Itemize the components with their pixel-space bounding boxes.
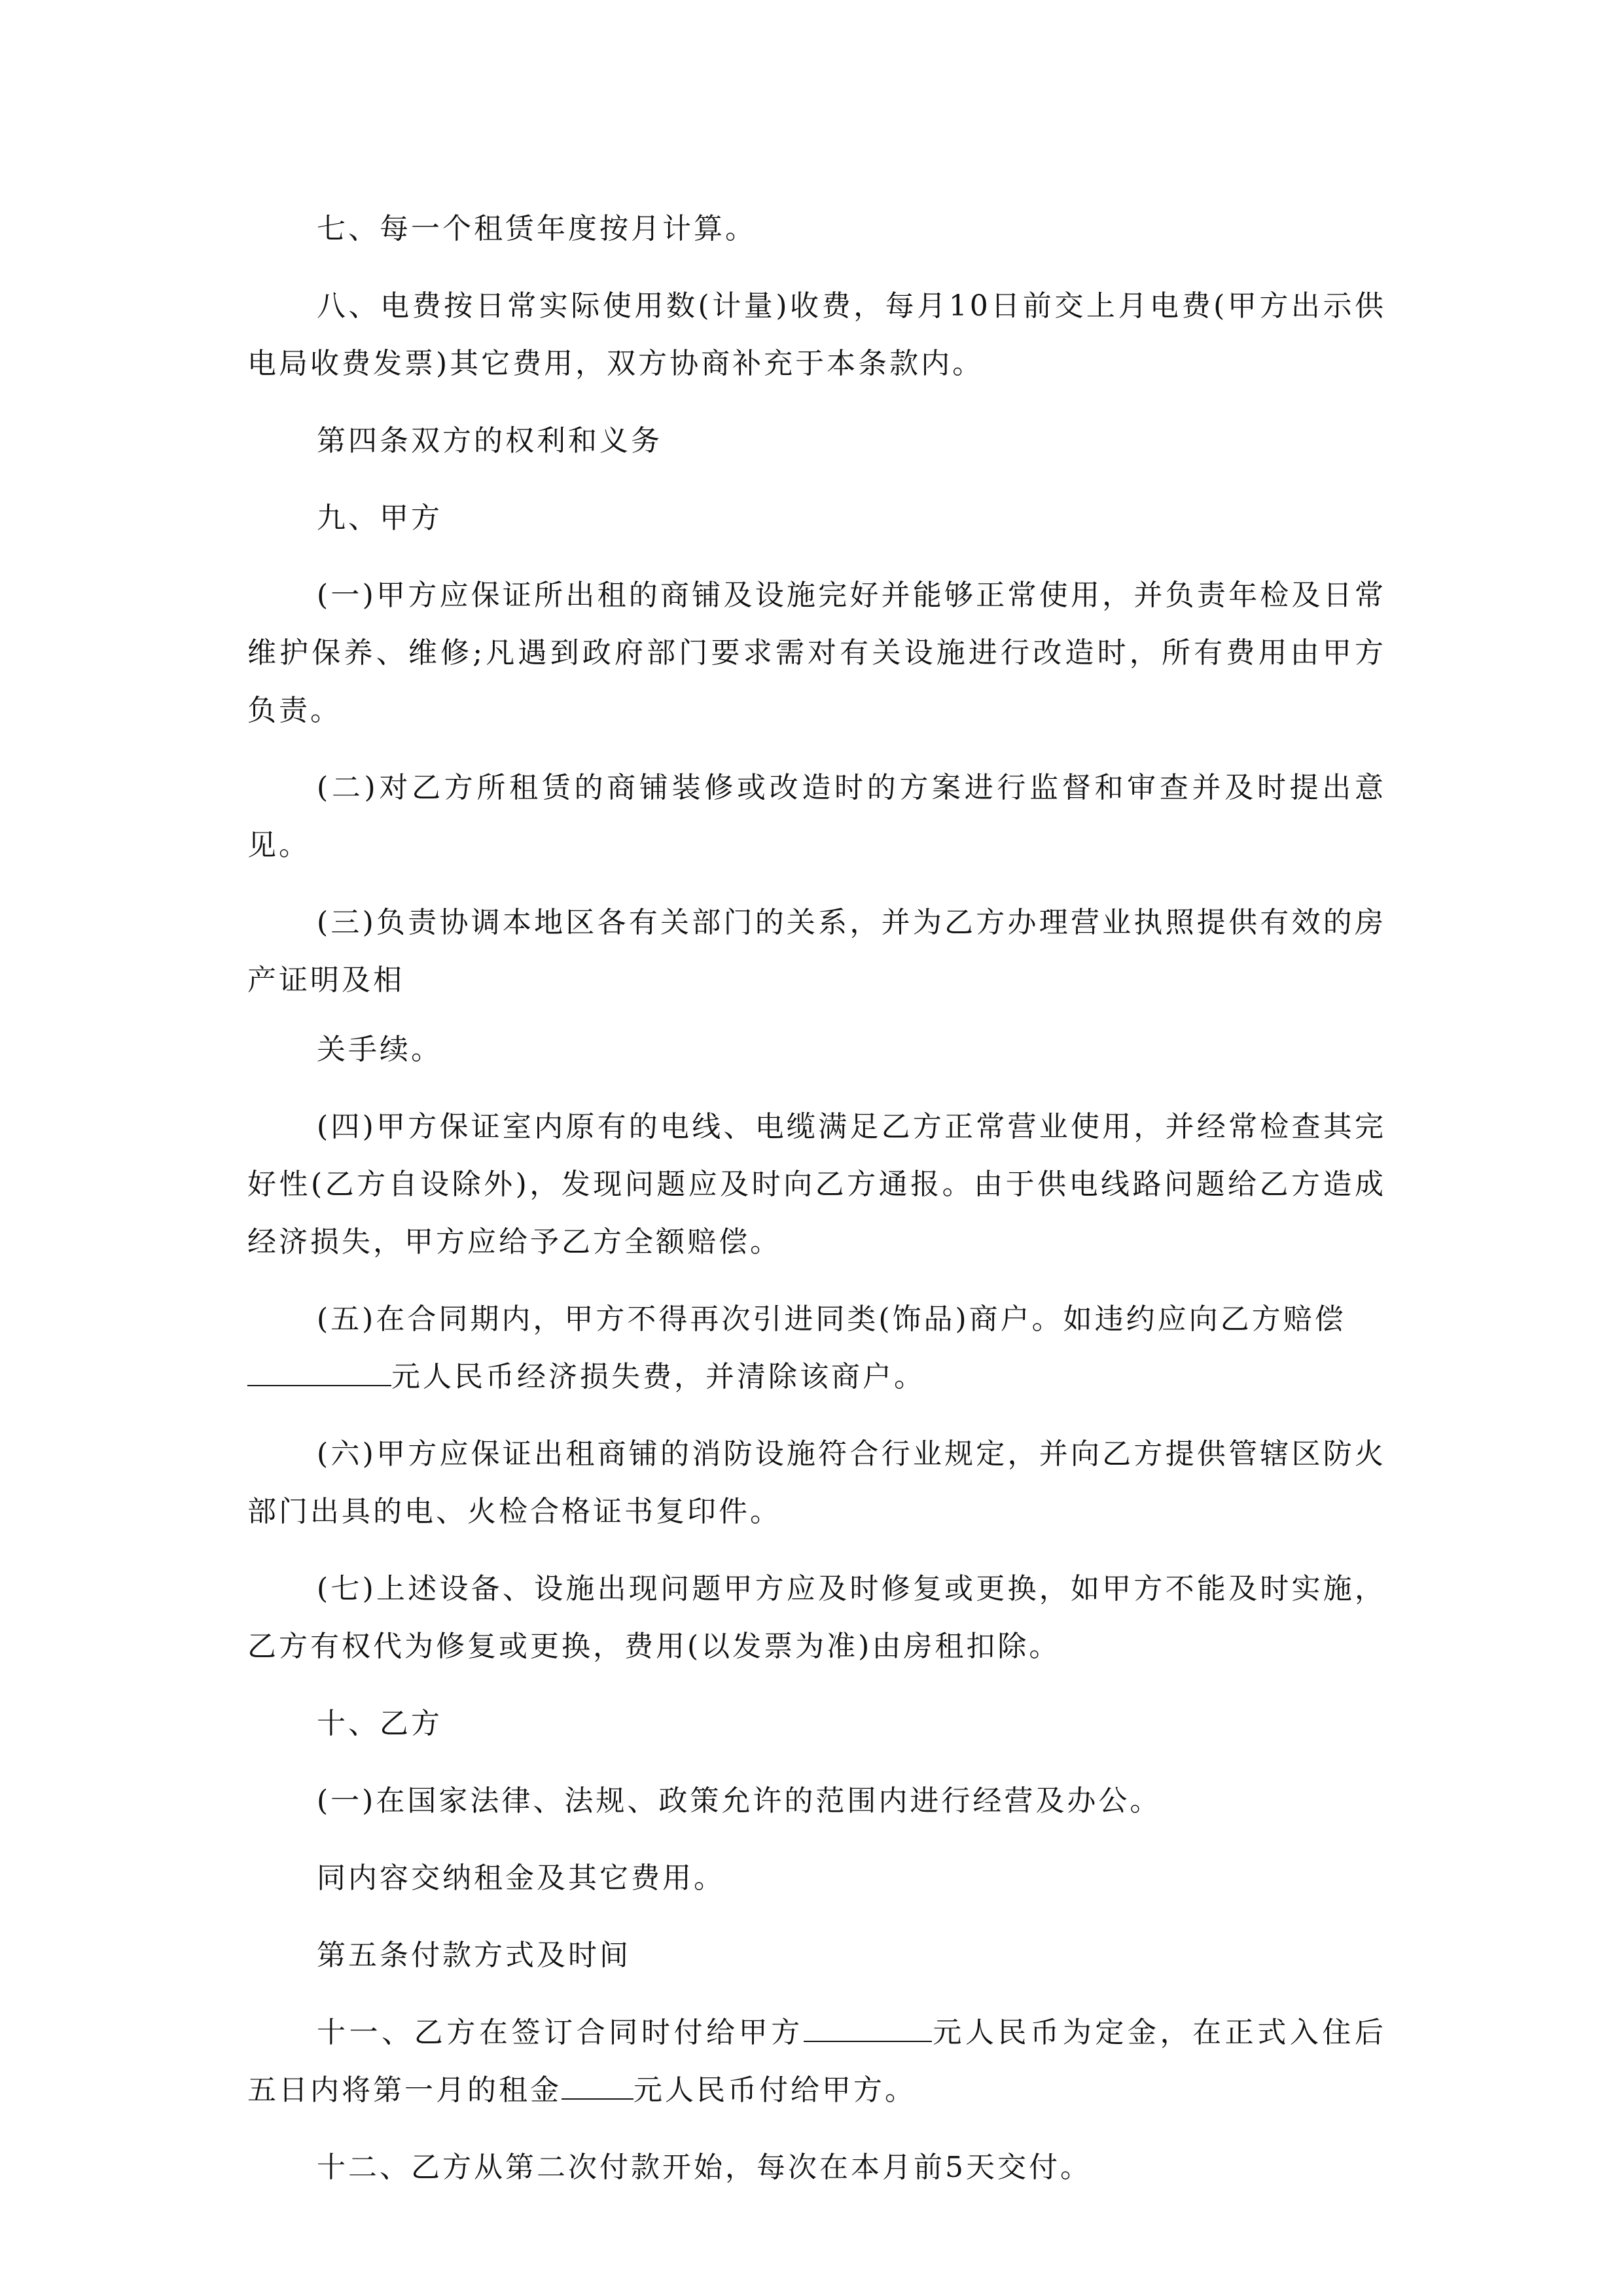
clause-10-party-b: 十、乙方 [317, 1707, 442, 1740]
article-4-heading: 第四条双方的权利和义务 [317, 424, 662, 457]
party-a-item-3-continued: 关手续。 [317, 1033, 442, 1066]
clause-11-lead: 十一、乙方在签订合同时付给甲方 [317, 2016, 804, 2049]
party-a-item-5-text: (五)在合同期内，甲方不得再次引进同类(饰品)商户。如违约应向乙方赔偿 [317, 1302, 1346, 1336]
clause-11-middle: 元人民币为定金，在正式入住后五日内将第一月的租金 [247, 2016, 1387, 2107]
clause-8-electricity-fee: 八、电费按日常实际使用数(计量)收费，每月10日前交上月电费(甲方出示供电局收费发票)其它费用，双方协商补充于本条款内。 [247, 289, 1386, 380]
compensation-amount-blank[interactable] [247, 1350, 391, 1386]
party-a-item-4: (四)甲方保证室内原有的电线、电缆满足乙方正常营业使用，并经常检查其完好性(乙方自设除外)，发现问题应及时向乙方通报。由于供电线路问题给乙方造成经济损失，甲方应给予乙方全额赔偿。 [247, 1110, 1386, 1259]
clause-11-deposit [247, 2004, 1386, 2119]
party-a-item-5 [247, 1291, 1386, 1406]
party-b-rent-payment: 同内容交纳租金及其它费用。 [317, 1861, 725, 1895]
party-a-item-6: (六)甲方应保证出租商铺的消防设施符合行业规定，并向乙方提供管辖区防火部门出具的电、火检合格证书复印件。 [247, 1437, 1386, 1528]
party-a-item-2: (二)对乙方所租赁的商铺装修或改造时的方案进行监督和审查并及时提出意见。 [247, 771, 1386, 862]
party-a-item-5-tail: 元人民币经济损失费，并清除该商户。 [391, 1360, 925, 1393]
party-b-item-1: (一)在国家法律、法规、政策允许的范围内进行经营及办公。 [317, 1784, 1162, 1818]
clause-7-monthly-calculation: 七、每一个租赁年度按月计算。 [317, 212, 757, 245]
first-month-rent-blank[interactable] [562, 2063, 633, 2100]
party-a-item-3: (三)负责协调本地区各有关部门的关系，并为乙方办理营业执照提供有效的房产证明及相 [247, 906, 1386, 997]
clause-11-tail: 元人民币付给甲方。 [633, 2073, 916, 2107]
article-5-heading: 第五条付款方式及时间 [317, 1939, 631, 1972]
clause-9-party-a: 九、甲方 [317, 501, 442, 535]
party-a-item-1: (一)甲方应保证所出租的商铺及设施完好并能够正常使用，并负责年检及日常维护保养、维修;凡遇到政府部门要求需对有关设施进行改造时，所有费用由甲方负责。 [247, 579, 1386, 727]
clause-12-payment-schedule: 十二、乙方从第二次付款开始，每次在本月前5天交付。 [317, 2151, 1092, 2184]
deposit-amount-blank[interactable] [804, 2005, 932, 2042]
party-a-item-7: (七)上述设备、设施出现问题甲方应及时修复或更换，如甲方不能及时实施，乙方有权代为修复或更换，费用(以发票为准)由房租扣除。 [247, 1572, 1386, 1663]
document-body [247, 200, 1386, 2216]
